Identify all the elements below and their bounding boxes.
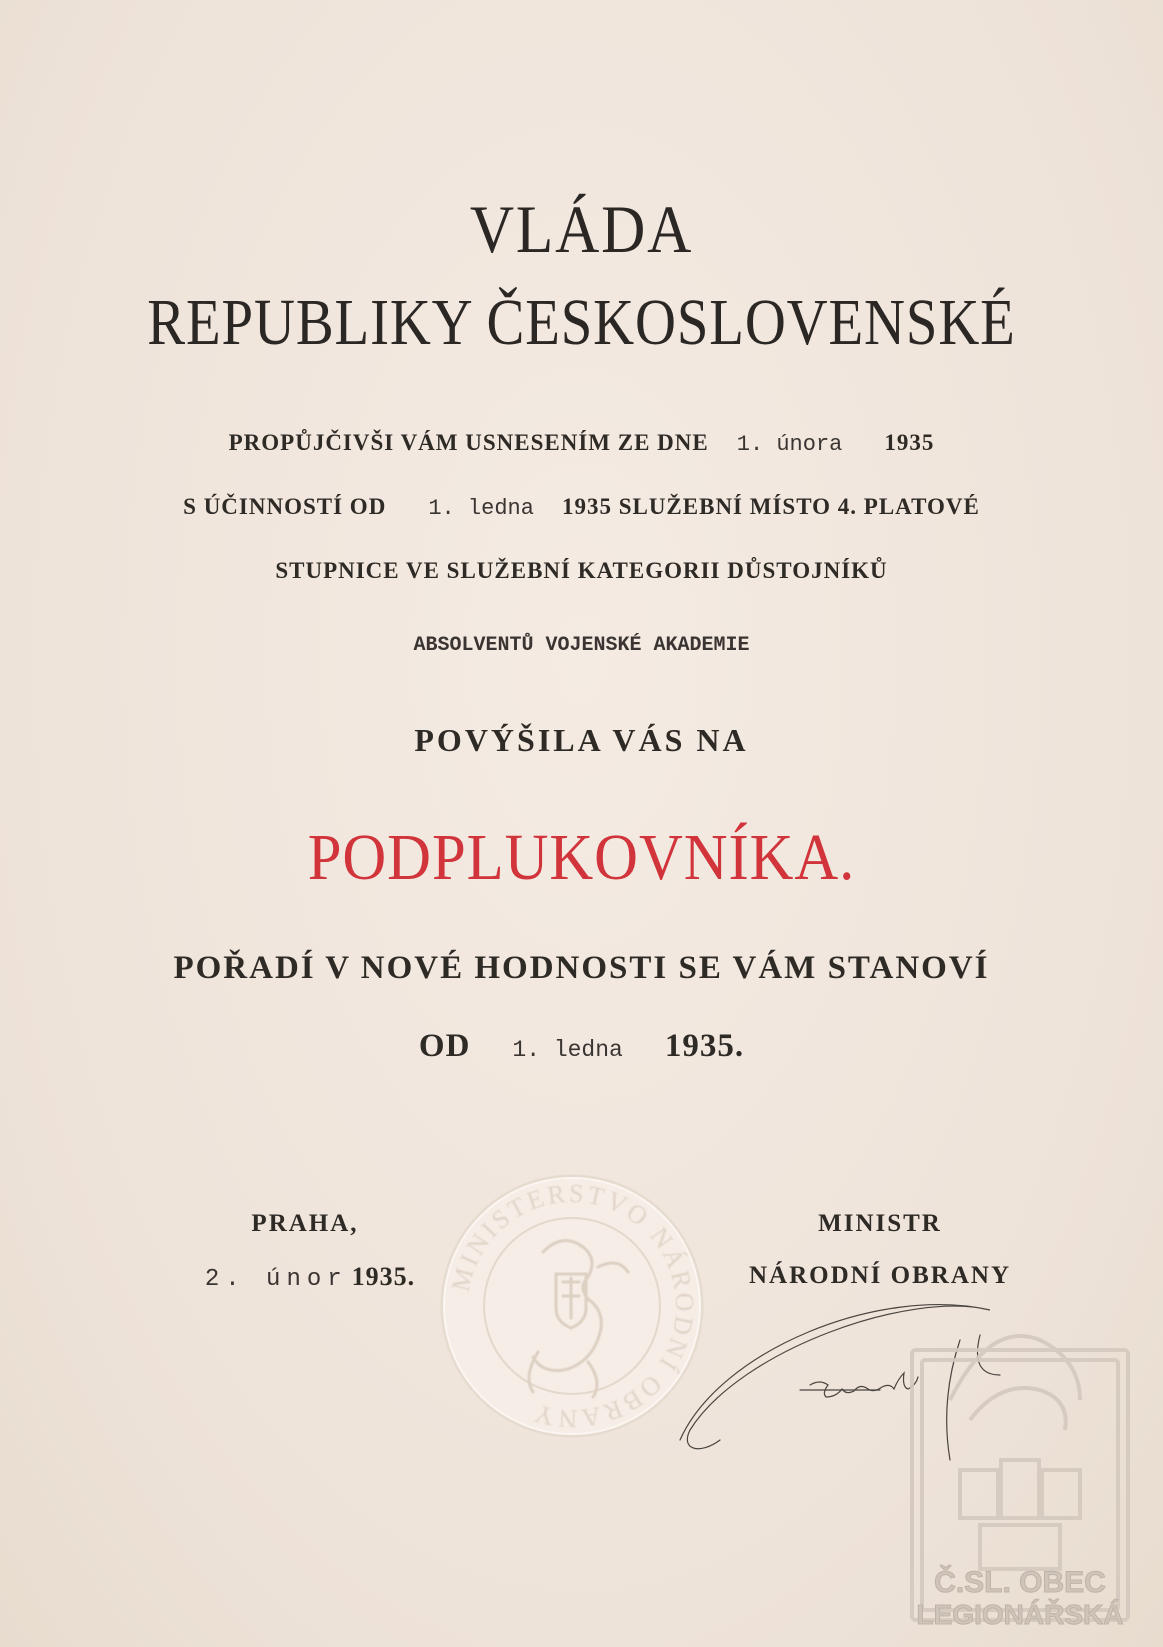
- decree-row-3-text: STUPNICE VE SLUŽEBNÍ KATEGORII DŮSTOJNÍKŮ: [275, 558, 888, 583]
- seniority-date-row: [0, 1028, 1163, 1065]
- decree-row-1-typed-date: 1. února: [736, 432, 843, 457]
- footer-date: [170, 1262, 450, 1293]
- decree-row-4-typed: ABSOLVENTŮ VOJENSKÉ AKADEMIE: [413, 634, 750, 657]
- seniority-text: POŘADÍ V NOVÉ HODNOSTI SE VÁM STANOVÍ: [173, 950, 990, 986]
- promotion-rank: PODPLUKOVNÍKA.: [307, 821, 856, 894]
- heading-line-2: REPUBLIKY ČESKOSLOVENSKÉ: [147, 286, 1016, 359]
- heading-line-1: VLÁDA: [469, 191, 694, 267]
- decree-row-2: [0, 494, 1163, 521]
- promotion-intro: POVÝŠILA VÁS NA: [414, 722, 749, 758]
- seniority-typed-date: 1. ledna: [512, 1037, 623, 1063]
- footer-typed-date: 2. únor: [204, 1266, 348, 1293]
- watermark-line-1: Č.SL. OBEC: [934, 1566, 1106, 1599]
- footer-place: PRAHA,: [251, 1210, 359, 1237]
- legion-watermark-icon: [900, 1300, 1140, 1630]
- decree-row-2-typed-date: 1. ledna: [428, 496, 534, 521]
- watermark-line-2: LEGIONÁŘSKÁ: [916, 1599, 1124, 1630]
- decree-row-1-text: PROPŮJČIVŠI VÁM USNESENÍM ZE DNE: [228, 430, 709, 455]
- decree-row-1: [0, 430, 1163, 457]
- decree-row-4: [0, 634, 1163, 657]
- seniority-od: OD: [418, 1028, 471, 1064]
- seal-inscription: MINISTERSTVO NÁRODNÍ OBRANY: [445, 1178, 700, 1434]
- decree-row-3: [0, 558, 1163, 584]
- decree-row-1-year: 1935: [884, 430, 935, 455]
- seniority-year: 1935.: [664, 1028, 745, 1064]
- decree-row-2-text-a: S ÚČINNOSTÍ OD: [183, 494, 387, 519]
- footer-title-line-2: NÁRODNÍ OBRANY: [748, 1262, 1012, 1289]
- decree-row-2-text-b: 1935 SLUŽEBNÍ MÍSTO 4. PLATOVÉ: [561, 494, 980, 519]
- footer-title-line-1: MINISTR: [818, 1210, 942, 1237]
- footer-date-year: 1935.: [351, 1262, 416, 1291]
